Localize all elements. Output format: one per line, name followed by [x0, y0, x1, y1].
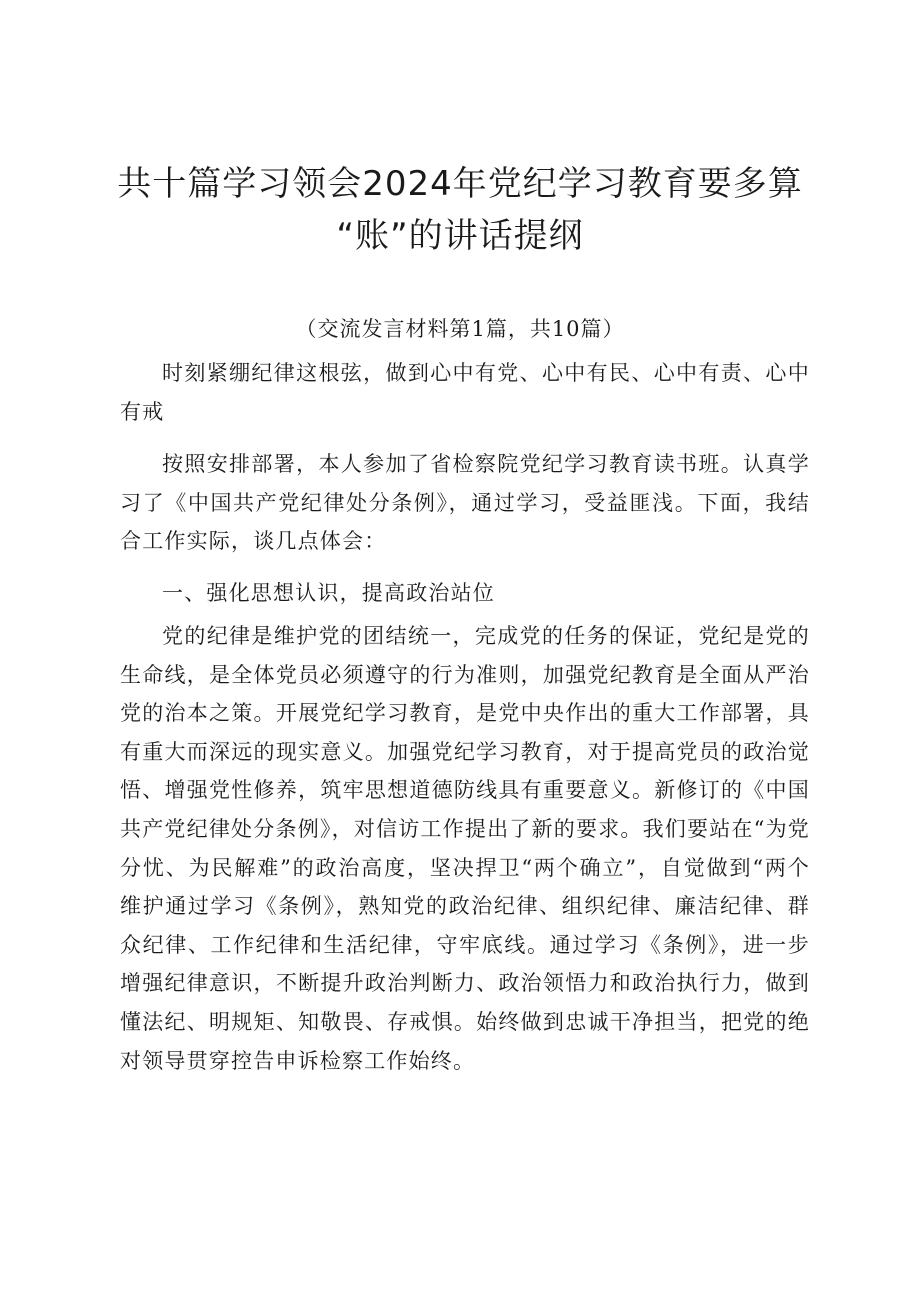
section-heading-1: 一、强化思想认识，提高政治站位 [162, 581, 495, 605]
document-subtitle: （交流发言材料第1篇，共10篇） [295, 317, 625, 341]
paragraph-intro: 按照安排部署，本人参加了省检察院党纪学习教育读书班。认真学习了《中国共产党纪律处分条例》，通过学习，受益匪浅。下面，我结合工作实际，谈几点体会： [120, 452, 810, 554]
document-title-line-1: 共十篇学习领会2024年党纪学习教育要多算 [117, 164, 803, 204]
paragraph-body: 党的纪律是维护党的团结统一，完成党的任务的保证，党纪是党的生命线，是全体党员必须遵守的行为准则，加强党纪教育是全面从严治党的治本之策。开展党纪学习教育，是党中央作出的重大工作部署，具有重大而深远的现实意义。加强党纪学习教育，对于提高党员的政治觉悟、增强党性修养，筑牢思想道德防线具有重要意义。新修订的《中国共产党纪律处分条例》，对信访工作提出了新的要求。我们要站在“为党分忧、为民解难”的政治高度，坚决捍卫“两个确立”，自觉做到“两个维护通过学习《条例》，熟知党的政治纪律、组织纪律、廉洁纪律、群众纪律、工作纪律和生活纪律，守牢底线。通过学习《条例》，进一步增强纪律意识，不断提升政治判断力、政治领悟力和政治执行力，做到懂法纪、明规矩、知敬畏、存戒惧。始终做到忠诚干净担当，把党的绝对领导贯穿控告申诉检察工作始终。 [120, 624, 810, 1073]
document-title-line-2: “账”的讲话提纲 [336, 216, 584, 256]
paragraph-theme: 时刻紧绷纪律这根弦，做到心中有党、心中有民、心中有责、心中有戒 [120, 361, 810, 424]
